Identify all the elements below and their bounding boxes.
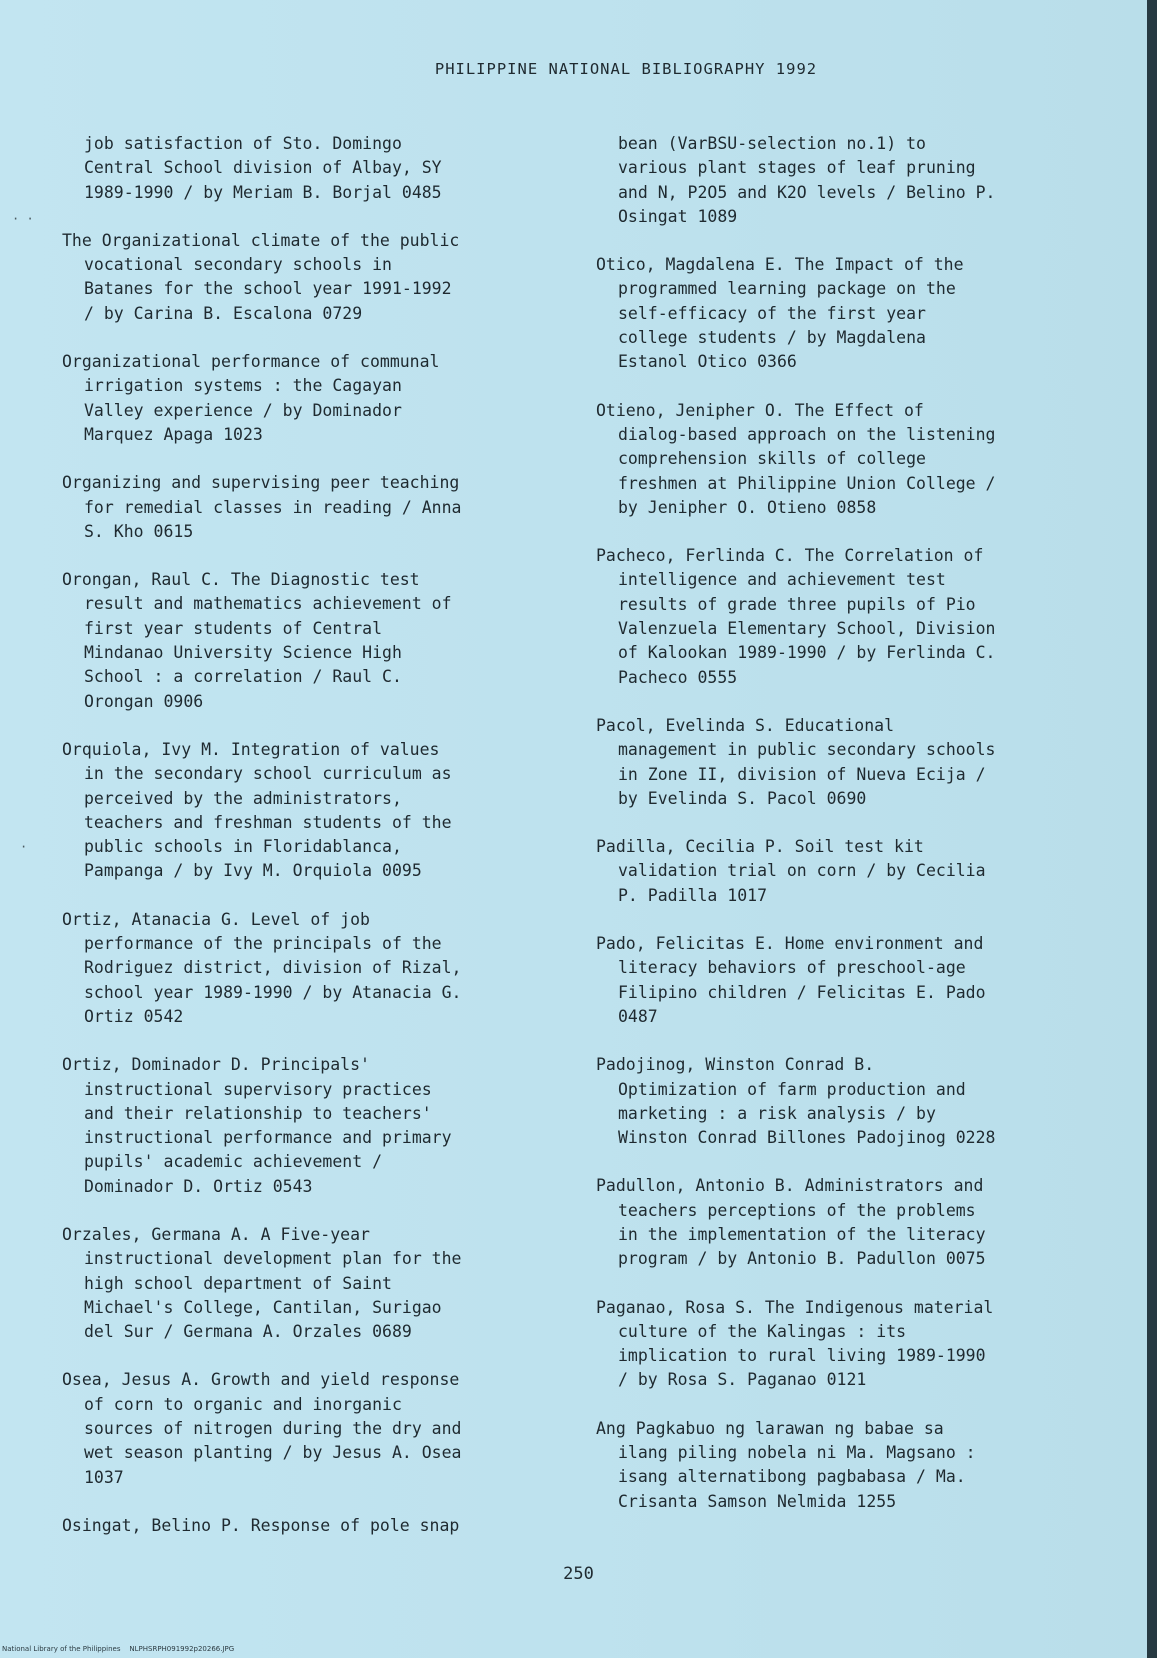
bibliography-entry: Padullon, Antonio B. Administrators and teachers perceptions of the problems in the implementation of the literacy program / by Antonio B. Padullon 0075 bbox=[596, 1176, 986, 1269]
bibliography-entry: Pado, Felicitas E. Home environment and literacy behaviors of preschool-age Filipino children / Felicitas E. Pado 0487 bbox=[596, 934, 986, 1026]
left-column bbox=[62, 132, 572, 1562]
page-edge bbox=[1147, 0, 1157, 1658]
bibliography-entry: Padojinog, Winston Conrad B. Optimization of farm production and marketing : a risk analysis / by Winston Conrad Billones Padojinog 0228 bbox=[596, 1055, 996, 1148]
bibliography-entry: Orzales, Germana A. A Five-year instructional development plan for the high school department of Saint Michael's College, Cantilan, Surigao del Sur / Germana A. Orzales 0689 bbox=[62, 1224, 462, 1342]
bibliography-entry: Ang Pagkabuo ng larawan ng babae sa ilang piling nobela ni Ma. Magsano : isang alternatibong pagbabasa / Ma. Crisanta Samson Nelmida 1255 bbox=[596, 1418, 976, 1511]
bibliography-entry: bean (VarBSU-selection no.1) to various plant stages of leaf pruning and N, P2O5 and K2O levels / Belino P. Osingat 1089 bbox=[618, 134, 996, 226]
bibliography-entry: Organizational performance of communal irrigation systems : the Cagayan Valley experience / by Dominador Marquez Apaga 1023 bbox=[62, 352, 440, 444]
bibliography-entry: Paganao, Rosa S. The Indigenous material culture of the Kalingas : its implication to rural living 1989-1990 / by Rosa S. Paganao 0121 bbox=[596, 1297, 994, 1390]
margin-mark: · · bbox=[12, 212, 34, 226]
bibliography-entry: Orquiola, Ivy M. Integration of values in the secondary school curriculum as perceived by the administrators, teachers and freshman students of the public schools in Floridablanca, Pampanga / by Ivy M. Orquiola 0095 bbox=[62, 739, 452, 881]
bibliography-entry: Organizing and supervising peer teaching for remedial classes in reading / Anna S. Kho 0615 bbox=[62, 473, 462, 541]
bibliography-entry: Ortiz, Dominador D. Principals' instructional supervisory practices and their relationship to teachers' instructional performance and primary pupils' academic achievement / Dominador D. Ortiz 0543 bbox=[62, 1055, 452, 1196]
scan-footer: National Library of the Philippines NLPHSRPH091992p20266.JPG bbox=[2, 1645, 235, 1653]
bibliography-entry: Otico, Magdalena E. The Impact of the programmed learning package on the self-efficacy of the first year college students / by Magdalena Estanol Otico 0366 bbox=[596, 255, 964, 372]
page-header: PHILIPPINE NATIONAL BIBLIOGRAPHY 1992 bbox=[434, 60, 818, 78]
bibliography-entry: Pacheco, Ferlinda C. The Correlation of intelligence and achievement test results of grade three pupils of Pio Valenzuela Elementary School, Division of Kalookan 1989-1990 / by Ferlinda C. Pacheco 0555 bbox=[596, 546, 996, 687]
bibliography-entry: Orongan, Raul C. The Diagnostic test result and mathematics achievement of first year students of Central Mindanao University Science High School : a correlation / Raul C. Orongan 0906 bbox=[62, 570, 452, 711]
bibliography-entry: Osea, Jesus A. Growth and yield response of corn to organic and inorganic sources of nitrogen during the dry and wet season planting / by Jesus A. Osea 1037 bbox=[62, 1370, 462, 1487]
bibliography-entry: Otieno, Jenipher O. The Effect of dialog-based approach on the listening comprehension skills of college freshmen at Philippine Union College / by Jenipher O. Otieno 0858 bbox=[596, 400, 996, 517]
bibliography-entry: Osingat, Belino P. Response of pole snap bbox=[62, 1515, 460, 1535]
page-number: 250 bbox=[563, 1564, 594, 1584]
bibliography-entry: Pacol, Evelinda S. Educational management in public secondary schools in Zone II, division of Nueva Ecija / by Evelinda S. Pacol 0690 bbox=[596, 715, 996, 808]
bibliography-entry: Padilla, Cecilia P. Soil test kit validation trial on corn / by Cecilia P. Padilla 1017 bbox=[596, 837, 986, 905]
bibliography-entry: job satisfaction of Sto. Domingo Central School division of Albay, SY 1989-1990 / by Meriam B. Borjal 0485 bbox=[84, 134, 442, 202]
bibliography-entry: The Organizational climate of the public vocational secondary schools in Batanes for the school year 1991-1992 / by Carina B. Escalona 0729 bbox=[62, 230, 460, 323]
bibliography-entry: Ortiz, Atanacia G. Level of job performance of the principals of the Rodriguez district, division of Rizal, school year 1989-1990 / by Atanacia G. Ortiz 0542 bbox=[62, 909, 462, 1026]
right-column bbox=[596, 132, 1096, 1538]
margin-mark: · bbox=[20, 840, 28, 854]
